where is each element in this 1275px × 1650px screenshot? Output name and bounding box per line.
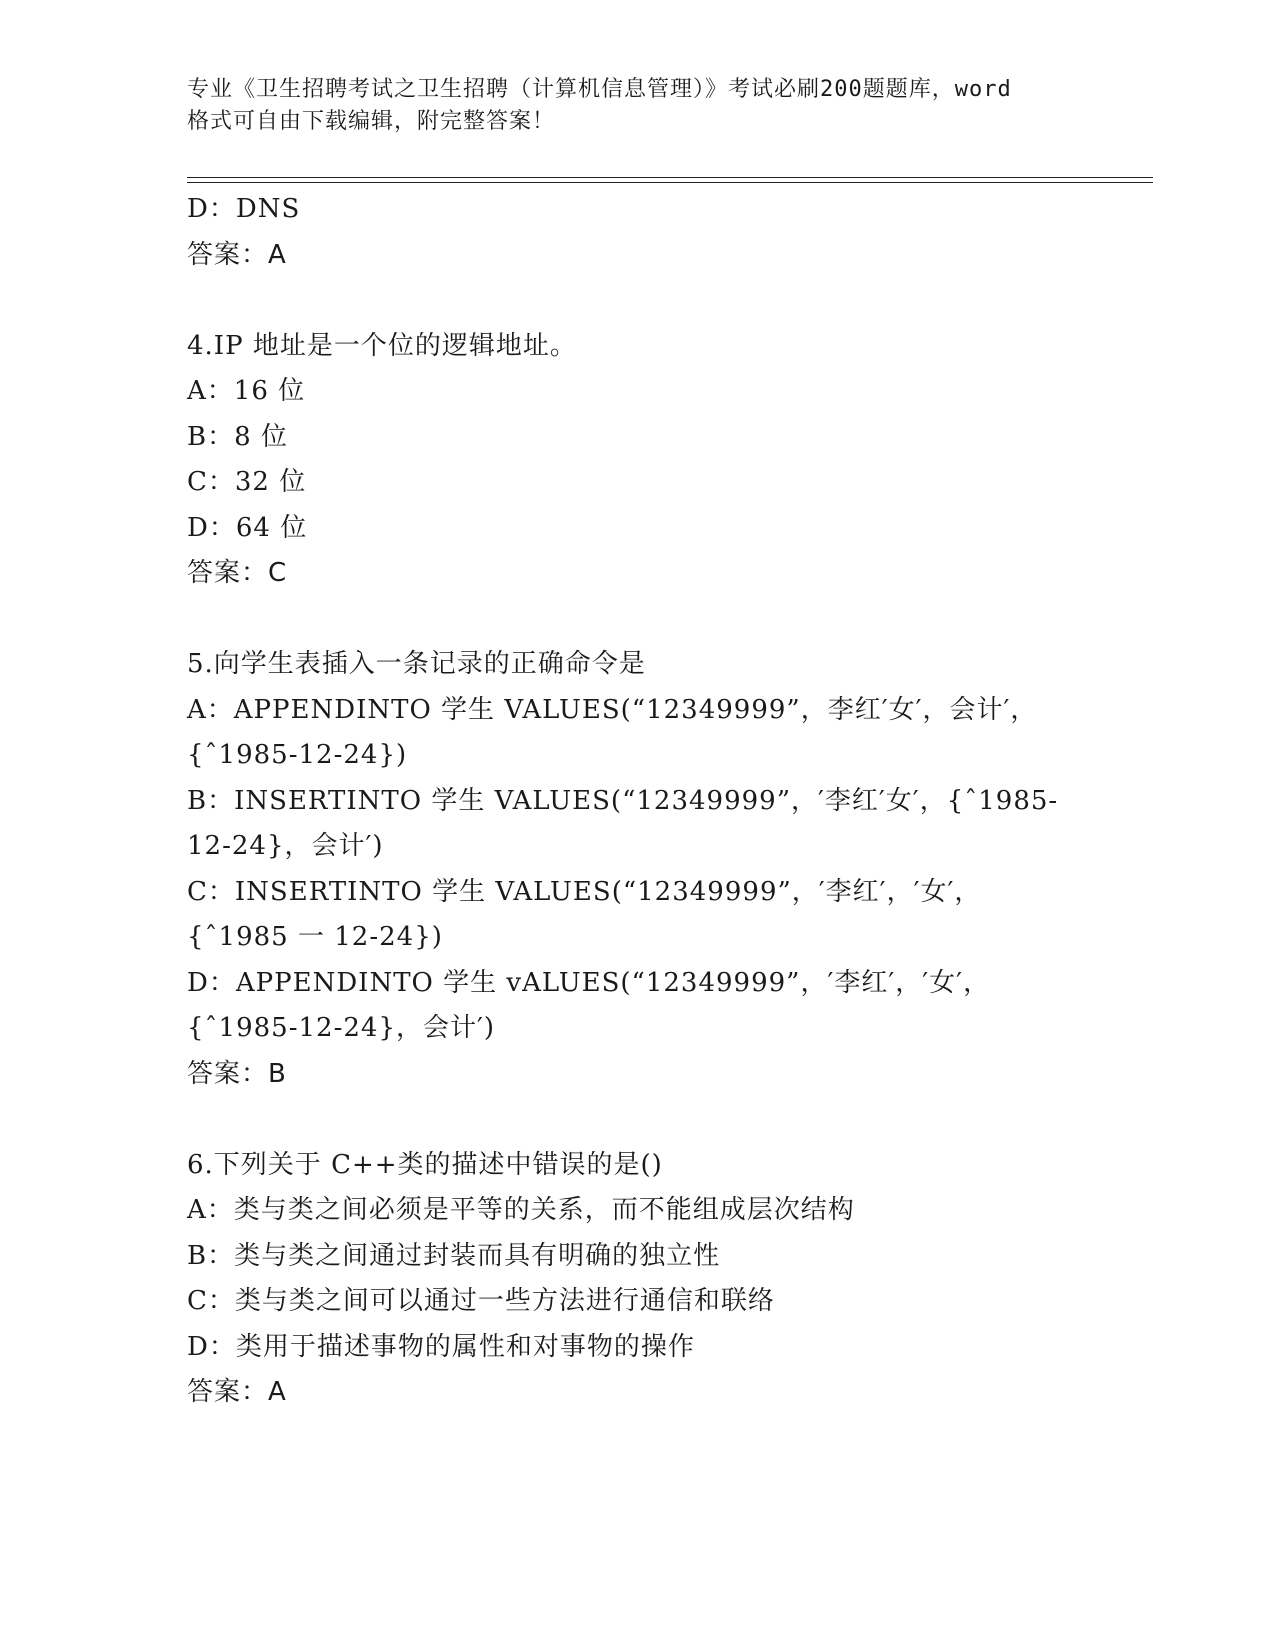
spacer bbox=[187, 597, 1147, 643]
header-title-line-1: 专业《卫生招聘考试之卫生招聘（计算机信息管理）》考试必刷200题题库，word bbox=[187, 77, 1012, 102]
option-a: A：16 位 bbox=[187, 376, 306, 406]
option-b: B：类与类之间通过封装而具有明确的独立性 bbox=[187, 1240, 721, 1271]
question-text: 4.IP 地址是一个位的逻辑地址。 bbox=[187, 330, 577, 361]
option-a-continued: {ˆ1985-12-24}) bbox=[187, 740, 408, 770]
option-c: C：32 位 bbox=[187, 467, 307, 497]
option-c: C：类与类之间可以通过一些方法进行通信和联络 bbox=[187, 1286, 775, 1316]
question-text: 6.下列关于 C++类的描述中错误的是() bbox=[187, 1149, 663, 1180]
question-block-3-tail bbox=[187, 187, 1147, 278]
spacer bbox=[187, 1097, 1147, 1143]
option-a: A：类与类之间必须是平等的关系，而不能组成层次结构 bbox=[187, 1195, 855, 1225]
option-d: D：64 位 bbox=[187, 512, 308, 543]
option-d-continued: {ˆ1985-12-24}，会计′) bbox=[187, 1013, 496, 1043]
option-a: A：APPENDINTO 学生 VALUES(“12349999”，李红′女′，会计′， bbox=[187, 694, 1038, 725]
option-b: B：INSERTINTO 学生 VALUES(“12349999”，′李红′女′，{ˆ1985- bbox=[187, 785, 1059, 816]
answer-line: 答案：A bbox=[187, 239, 287, 270]
option-d: D：DNS bbox=[187, 194, 301, 224]
option-d: D：类用于描述事物的属性和对事物的操作 bbox=[187, 1331, 695, 1362]
document-header bbox=[187, 74, 1087, 138]
answer-line: 答案：B bbox=[187, 1058, 287, 1089]
question-block-4 bbox=[187, 324, 1147, 597]
question-block-5 bbox=[187, 642, 1147, 1097]
option-b-continued: 12-24}，会计′) bbox=[187, 831, 384, 861]
option-c: C：INSERTINTO 学生 VALUES(“12349999”，′李红′，′女′， bbox=[187, 876, 982, 907]
option-d: D：APPENDINTO 学生 vALUES(“12349999”，′李红′，′女′， bbox=[187, 967, 991, 998]
answer-line: 答案：A bbox=[187, 1377, 287, 1407]
answer-line: 答案：C bbox=[187, 558, 288, 588]
option-c-continued: {ˆ1985 一 12-24}) bbox=[187, 922, 443, 952]
header-divider-top bbox=[187, 177, 1153, 178]
question-block-6 bbox=[187, 1143, 1147, 1416]
header-divider-bottom bbox=[187, 182, 1153, 183]
header-title-line-2: 格式可自由下载编辑，附完整答案！ bbox=[187, 109, 556, 134]
option-b: B：8 位 bbox=[187, 421, 288, 452]
spacer bbox=[187, 278, 1147, 324]
question-text: 5.向学生表插入一条记录的正确命令是 bbox=[187, 649, 646, 679]
question-list bbox=[187, 187, 1147, 1416]
